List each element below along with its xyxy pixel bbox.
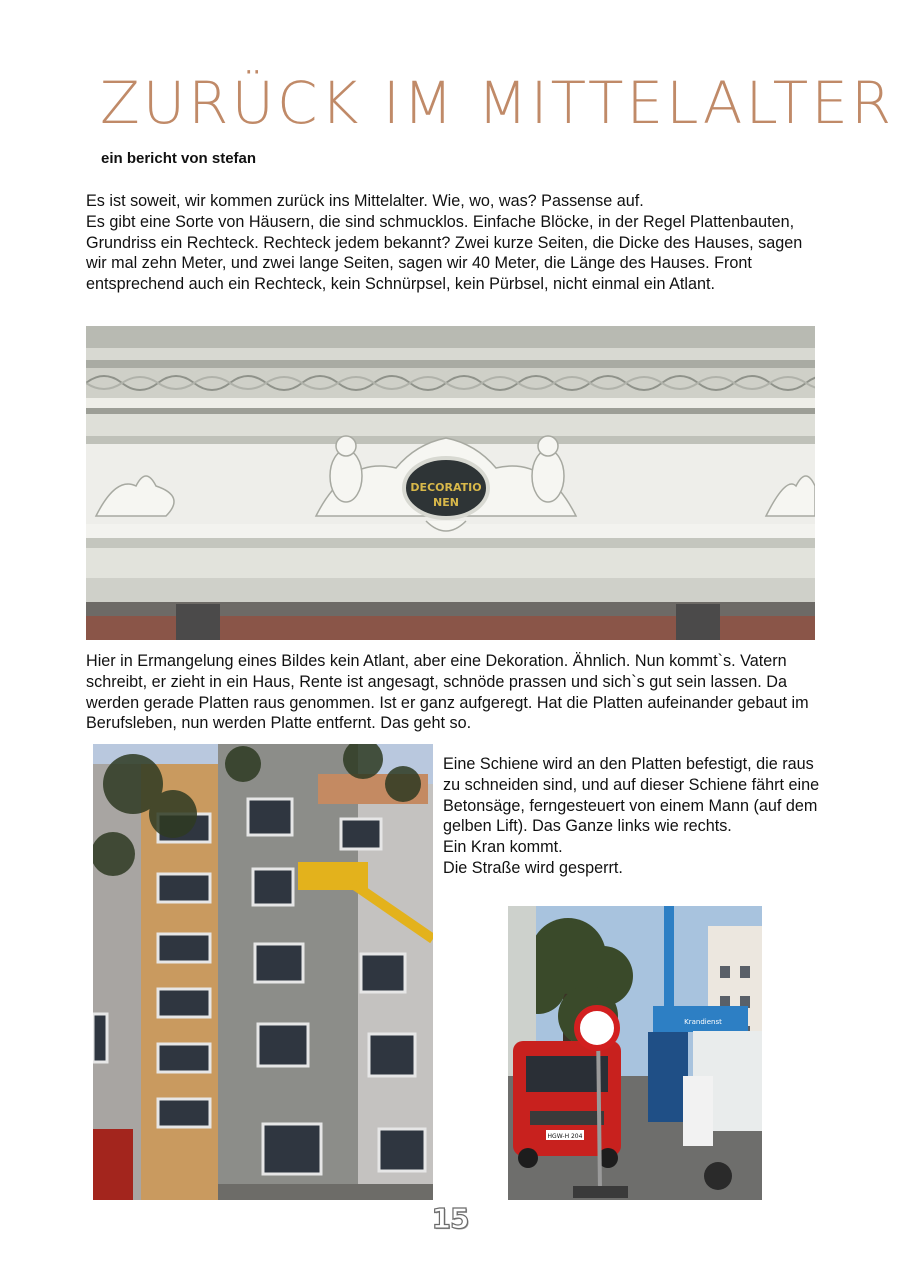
paragraph-3 bbox=[443, 754, 833, 879]
page-number: 15 bbox=[431, 1202, 469, 1235]
intro-line-2: Es gibt eine Sorte von Häusern, die sind schmucklos. Einfache Blöcke, in der Regel Plattenbauten, Grundriss ein Rechteck. Rechteck jedem bekannt? Zwei kurze Seiten, die Dicke des Hauses, sagen wir mal zehn Meter, und zwei lange Seiten, sagen wir 40 Meter, die Länge des Hauses. Front entsprechend auch ein Rechteck, kein Schnürpsel, kein Pürbsel, nicht einmal ein Atlant. bbox=[86, 212, 803, 294]
crane-street-photo bbox=[508, 906, 762, 1200]
article-title: ZURÜCK IM MITTELALTER bbox=[100, 69, 895, 137]
plaque-text-2: NEN bbox=[433, 496, 459, 509]
plaque-text-1: DECORATIO bbox=[410, 481, 482, 494]
van-plate-text: HGW-H 204 bbox=[547, 1133, 583, 1140]
paragraph-2: Hier in Ermangelung eines Bildes kein Atlant, aber eine Dekoration. Ähnlich. Nun kommt`s. Vatern schreibt, er zieht in ein Haus, Rente ist angesagt, schnöde prassen und sich`s gut sein lassen. Da werden gerade Platten raus genommen. Ist er ganz aufgeregt. Hat die Platten aufeinander gebaut im Berufsleben, nun werden Platte entfernt. Das geht so. bbox=[86, 652, 809, 733]
paragraph-3-line-2: Ein Kran kommt. bbox=[443, 838, 563, 857]
facade-decoration-photo bbox=[86, 326, 815, 640]
paragraph-3-line-3: Die Straße wird gesperrt. bbox=[443, 858, 623, 877]
building-panels-photo bbox=[93, 744, 433, 1200]
article-byline: ein bericht von stefan bbox=[101, 150, 257, 167]
intro-paragraph bbox=[86, 191, 826, 295]
intro-line-1: Es ist soweit, wir kommen zurück ins Mittelalter. Wie, wo, was? Passense auf. bbox=[86, 192, 644, 210]
crane-label-text: Krandienst bbox=[684, 1018, 722, 1026]
paragraph-3-line-1: Eine Schiene wird an den Platten befestigt, die raus zu schneiden sind, und auf dieser Schiene fährt eine Betonsäge, ferngesteuert von einem Mann (auf dem gelben Lift). Das Ganze links wie rechts. bbox=[443, 755, 820, 836]
